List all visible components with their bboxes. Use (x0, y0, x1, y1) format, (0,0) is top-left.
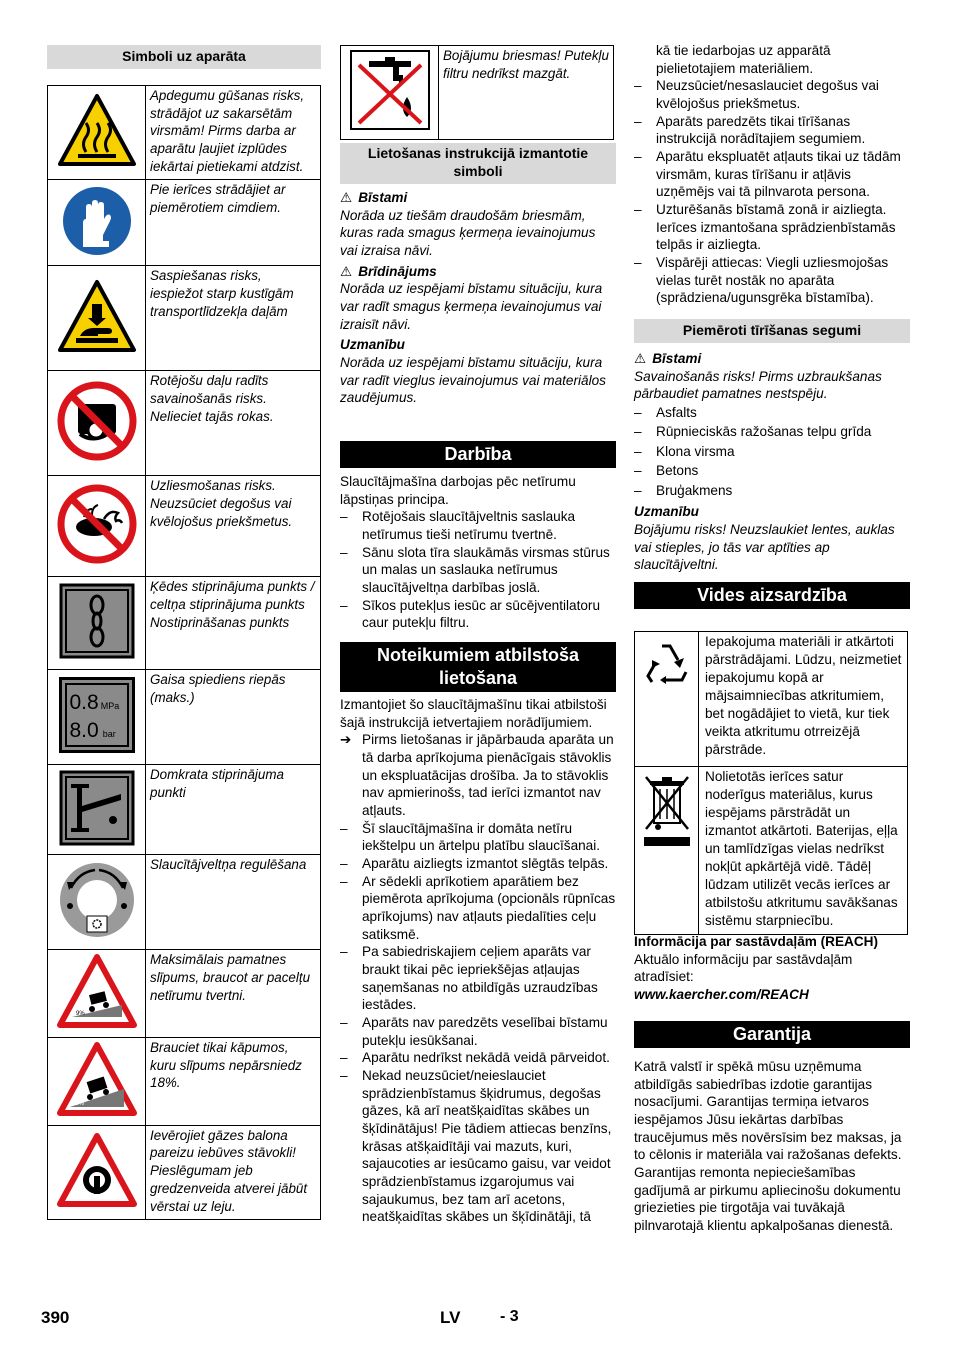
table-row (48, 1038, 321, 1126)
continued-text: kā tie iedarbojas uz apparātā pielietotajiem materiāliem. (656, 43, 831, 76)
no-hot-material-icon (56, 483, 138, 565)
list-item: – Ar sēdekli aprīkotiem aparātiem bez piemērota aprīkojuma (opcionāls rūpnīcas aprīkojums) nav atļauts piedalīties ceļu satiksmē. (340, 873, 616, 944)
max-climb-slope-icon (56, 1041, 138, 1117)
language-code: LV (440, 1308, 461, 1327)
environment-table (634, 631, 908, 935)
table-row (341, 46, 614, 140)
reach-section (634, 933, 910, 1004)
filter-symbol-table (340, 45, 614, 140)
page-number: 390 (41, 1308, 70, 1327)
list-item: – Aparāts nav paredzēts veselībai bīstamu putekļu iesūkšanai. (340, 1014, 616, 1049)
symbol-description: Brauciet tikai kāpumos, kuru slīpums nepārsniedz 18%. (146, 1038, 321, 1126)
jack-point-icon (59, 770, 135, 846)
danger-heading: ⚠ Bīstami (340, 190, 408, 205)
warning-triangle-icon: ⚠ (634, 351, 647, 366)
symbol-description: Bojājumu briesmas! Putekļu filtru nedrīkst mazgāt. (439, 46, 614, 140)
environment-description: Nolietotās ierīces satur noderīgus materiālus, kurus iespējams pārstrādāt un izmantot atkārtoti. Baterijas, eļļa un tamlīdzīgas vielas nedrīkst nokļūt apkārtējā vidē. Tādēļ lūdzam utilizēt vecās ierīces ar atbilstošu atkritumu savākšanas sistēmu starpniecību. (699, 767, 908, 935)
symbol-description: Slaucītājveltņa regulēšana (146, 855, 321, 950)
device-symbols-table (47, 85, 321, 1220)
table-row (48, 855, 321, 950)
mpa-value: 0.8 (69, 691, 99, 715)
no-reach-rotating-parts-icon (56, 380, 138, 462)
reach-text: Aktuālo informāciju par sastāvdaļām atradīsiet: (634, 951, 853, 985)
caution-heading: Uzmanību (340, 337, 405, 353)
environment-heading: Vides aizsardzība (634, 582, 910, 609)
table-row (48, 577, 321, 670)
reach-title: Informācija par sastāvdaļām (REACH) (634, 934, 879, 949)
table-row (48, 670, 321, 765)
symbol-description: Rotējošu daļu radīts savainošanās risks. Nelieciet tajās rokas. (146, 371, 321, 476)
list-item: – Nekad neuzsūciet/neieslauciet sprādzienbīstamus šķidrumus, degošas gāzes, kā arī neatšķaidītas skābes un šķīdinātājus! Pie tādiem attiecas benzīns, krāsas atšķaidītāji vai mazuts, kuri, sajaucoties ar iesūcamo gaisu, var veidot sprādzienbīstamus izgarojumus vai sajaukumus, bez tam arī acetons, neatšķaidītas skābes un šķīdinātāji, tā (340, 1067, 616, 1226)
icon-cell (48, 476, 146, 577)
symbol-description: Gaisa spiediens riepās (maks.) (146, 670, 321, 765)
sub-page-number: - 3 (500, 1308, 519, 1325)
manual-symbols-heading: Lietošanas instrukcijā izmantotie simboli (340, 143, 616, 184)
symbol-description: Ievērojiet gāzes balona pareizu iebūves stāvokli! Pieslēgumam jeb gredzenveida atverei jābūt vērstai uz leju. (146, 1125, 321, 1219)
symbol-description: Ķēdes stiprinājuma punkts / celtņa stiprinājuma punkts Nostiprināšanas punkts (146, 577, 321, 670)
symbol-description: Saspiešanas risks, iespiežot starp kustīgām transportlīdzekļa daļām (146, 266, 321, 371)
table-row (48, 950, 321, 1038)
environment-description: Iepakojuma materiāli ir atkārtoti pārstrādājami. Lūdzu, neizmetiet iepakojumu kopā ar mājsaimniecības atkritumiem, bet nogādājiet to vietā, kur tiek veikta atkritumu otrreizējā pārstrāde. (699, 632, 908, 767)
table-row (635, 632, 908, 767)
mpa-unit: MPa (100, 701, 120, 712)
caution-text: Norāda uz iespējami bīstamu situāciju, kura var radīt vieglus ievainojumus vai materiālos zaudējumus. (340, 355, 606, 406)
list-item: – Rūpnieciskās ražošanas telpu grīda (634, 422, 910, 441)
bar-value: 8.0 (69, 719, 99, 743)
warranty-text: Katrā valstī ir spēkā mūsu uzņēmuma atbildīgās sabiedrības izdotie garantijas nosacījumi. Garantijas termiņa ietvaros iespējamos Jūsu iekārtas darbības traucējumus mēs novērsīsim bez maksas, ja to cēlonis ir materiāla vai ražošanas defekts. Garantijas remonta nepieciešamības gadījumā ar pirkumu apliecinošu dokumentu griezieties pie tirgotāja vai tuvākajā pilnvarotajā klientu apkalpošanas dienestā. (634, 1059, 902, 1234)
table-row (48, 476, 321, 577)
surfaces-section (634, 350, 910, 574)
proper-use-list (340, 820, 616, 1226)
list-item: – Sīkos putekļus iesūc ar sūcējventilatoru caur putekļu filtru. (340, 597, 616, 632)
arrow-list-item: ➔ Pirms lietošanas ir jāpārbauda aparāta un tā darba aprīkojuma pienācīgais stāvoklis un ekspluatācijas drošība. Ja to stāvoklis nav apmierinošs, tad ierīci izmantot nav atļauts. (340, 732, 614, 819)
symbol-description: Pie ierīces strādājiet ar piemērotiem cimdiem. (146, 180, 321, 266)
symbol-description: Apdegumu gūšanas risks, strādājot uz sakarsētām virsmām! Pirms darba ar aparātu ļaujiet izplūdes iekārtai pietiekami atdzist. (146, 86, 321, 180)
icon-cell (48, 765, 146, 855)
danger-heading: ⚠ Bīstami (634, 351, 702, 366)
reach-link[interactable]: www.kaercher.com/REACH (634, 987, 809, 1003)
operation-list (340, 508, 616, 632)
icon-cell (635, 767, 699, 935)
list-item: – Aparāts paredzēts tikai tīrīšanas instrukcijā norādītajiem segumiem. (634, 113, 910, 148)
crossed-bin-icon (640, 773, 694, 853)
list-item: – Neuzsūciet/nesaslauciet degošus vai kvēlojošus priekšmetus. (634, 77, 910, 112)
icon-cell (48, 180, 146, 266)
icon-cell (48, 855, 146, 950)
list-item: – Aparātu nedrīkst nekādā veidā pārveidot. (340, 1049, 616, 1067)
bar-unit: bar (102, 729, 116, 740)
list-item: – Aparātu aizliegts izmantot slēgtās telpās. (340, 855, 616, 873)
proper-use-intro: Izmantojiet šo slaucītājmašīnu tikai atbilstoši šajā instrukcijā ietvertajiem norādījumiem. (340, 697, 607, 730)
warning-heading: ⚠ Brīdinājums (340, 263, 437, 279)
operation-heading: Darbība (340, 441, 616, 468)
tire-pressure-icon (59, 677, 135, 753)
operation-intro: Slaucītājmašīna darbojas pēc netīrumu lāpstiņas principa. (340, 474, 576, 507)
warning-triangle-icon: ⚠ (340, 190, 353, 205)
caution-heading: Uzmanību (634, 504, 699, 520)
symbol-description: Domkrata stiprinājuma punkti (146, 765, 321, 855)
caution-text: Bojājumu risks! Neuzslaukiet lentes, auklas vai stieples, jo tās var aptīties ap slaucītājveltni. (634, 521, 895, 573)
warranty-heading: Garantija (634, 1021, 910, 1048)
device-symbols-heading: Simboli uz aparāta (47, 45, 321, 69)
danger-text: Norāda uz tiešām draudošām briesmām, kuras rada smagus ķermeņa ievainojumus vai izraisa nāvi. (340, 207, 596, 259)
icon-cell (341, 46, 439, 140)
danger-text: Savainošanās risks! Pirms uzbraukšanas pārbaudiet pamatnes nestspēju. (634, 368, 882, 402)
operation-section (340, 473, 616, 632)
recycling-icon (640, 638, 694, 692)
gas-bottle-position-icon (56, 1132, 138, 1208)
no-wash-filter-icon (349, 49, 431, 131)
table-row (48, 765, 321, 855)
list-item: – Betons (634, 461, 910, 480)
list-item: – Asfalts (634, 403, 910, 422)
table-row (48, 86, 321, 180)
icon-cell (48, 1038, 146, 1126)
list-item: – Klona virsma (634, 442, 910, 461)
list-item: – Šī slaucītājmašīna ir domāta netīru iekštelpu un ārtelpu platību slaucīšanai. (340, 820, 616, 855)
table-row (48, 1125, 321, 1219)
table-row (635, 767, 908, 935)
icon-cell (48, 577, 146, 670)
icon-cell (635, 632, 699, 767)
list-item: – Pa sabiedriskajiem ceļiem aparāts var braukt tikai pēc iepriekšējas atļaujas saņemšanas no atbildīgās uzraudzības iestādes. (340, 943, 616, 1014)
wear-gloves-icon (61, 185, 133, 257)
slope-label: 18% (71, 1101, 84, 1108)
crushing-hand-warning-icon (56, 278, 138, 354)
chain-attachment-icon (59, 583, 135, 659)
max-slope-dirt-hopper-icon (56, 953, 138, 1029)
table-row (48, 180, 321, 266)
list-item: – Vispārēji attiecas: Viegli uzliesmojošas vielas turēt nostāk no aparāta (sprādziena/ugunsgrēka bīstamība). (634, 254, 910, 307)
proper-use-section (340, 696, 616, 1226)
surfaces-heading: Piemēroti tīrīšanas segumi (634, 319, 910, 343)
slope-label: 9% (75, 1011, 85, 1018)
symbol-description: Uzliesmošanas risks. Neuzsūciet degošus vai kvēlojošus priekšmetus. (146, 476, 321, 577)
icon-cell (48, 86, 146, 180)
icon-cell (48, 1125, 146, 1219)
surfaces-list (634, 403, 910, 500)
continued-section (634, 42, 910, 307)
list-item: – Bruģakmens (634, 481, 910, 500)
roller-adjust-icon (57, 860, 137, 940)
icon-cell (48, 266, 146, 371)
icon-cell (48, 371, 146, 476)
arrow-icon: ➔ (340, 732, 352, 748)
symbol-description: Maksimālais pamatnes slīpums, braucot ar pacelțu netīrumu tvertni. (146, 950, 321, 1038)
icon-cell (48, 670, 146, 765)
manual-symbols-text (340, 189, 616, 407)
continued-list (634, 77, 910, 307)
list-item: – Sānu slota tīra slaukāmās virsmas stūrus un malas un saslauka netīrumus slaucītājveltņa darbības joslā. (340, 544, 616, 597)
proper-use-heading: Noteikumiem atbilstoša lietošana (340, 642, 616, 692)
list-item: – Aparātu ekspluatēt atļauts tikai uz tādām virsmām, kuras tīrīšanu ir atļāvis uzņēmējs vai tā pilnvarota persona. (634, 148, 910, 201)
icon-cell (48, 950, 146, 1038)
warning-text: Norāda uz iespējami bīstamu situāciju, kura var radīt smagus ķermeņa ievainojumus vai izraisīt nāvi. (340, 281, 603, 332)
table-row (48, 266, 321, 371)
table-row (48, 371, 321, 476)
list-item: – Uzturēšanās bīstamā zonā ir aizliegta. Ierīces izmantošana sprādzienbīstamās telpās ir aizliegta. (634, 201, 910, 254)
list-item: – Rotējošais slaucītājveltnis saslauka netīrumus tieši netīrumu tvertnē. (340, 508, 616, 543)
hot-surface-warning-icon (56, 92, 138, 168)
warning-triangle-icon: ⚠ (340, 263, 353, 279)
